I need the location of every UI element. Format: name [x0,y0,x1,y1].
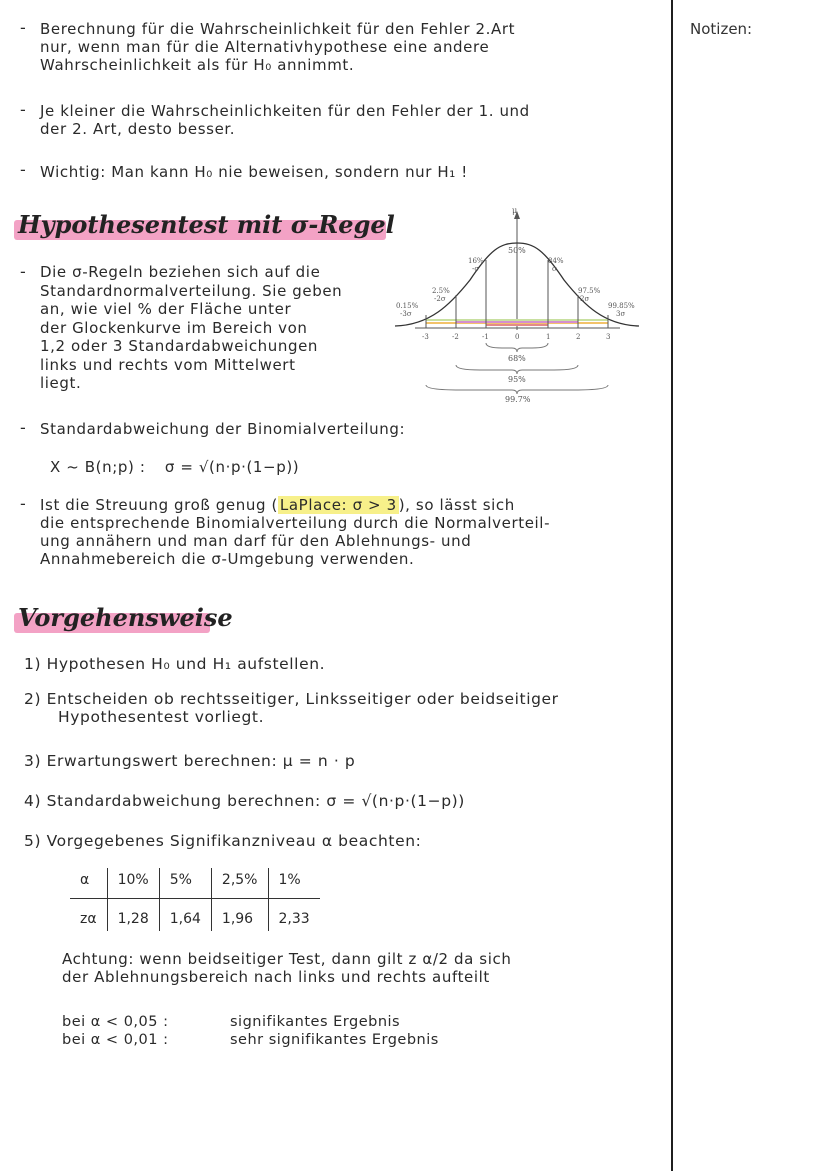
significance-table [70,868,320,931]
bullet-dash: - [20,100,26,119]
bullet-dash: - [20,262,26,281]
brace-68 [486,343,548,352]
bullet-error-type2 [40,20,515,74]
sigma-sub-label: -3σ [400,310,412,318]
bullet-dash: - [20,494,26,513]
tick-label: 2 [576,333,581,341]
step-5: 5) Vorgegebenes Signifikanzniveau α beachten: [24,832,422,850]
bullet-line: der 2. Art, desto besser. [40,120,236,138]
bullet-line: Berechnung für die Wahrscheinlichkeit für den Fehler 2.Art [40,20,516,38]
section-title-procedure: Vorgehensweise [18,603,233,632]
bullet-dash: - [20,418,26,437]
pct-label: 84% [548,257,564,265]
bullet-line: Wahrscheinlichkeit als für H₀ annimmt. [40,56,355,74]
bullet-line: nur, wenn man für die Alternativhypothese eine andere [40,38,490,56]
sigma-sub-label: 3σ [616,310,626,318]
tick-label: 0 [515,333,520,341]
laplace-text: Ist die Streuung groß genug ( LaPlace: σ > 3 ), so lässt sich die entsprechende Binomialverteilung durch die Normalverteil- ung annähern und man darf für den Ablehnungs- und Annahmebereich die σ-Umgebung verwenden. [40,496,551,568]
pct-label: 99.85% [608,302,635,310]
tick-label: -1 [482,333,489,341]
range-label: 95% [508,375,526,384]
table-row: zα 1,28 1,64 1,96 2,33 [70,899,320,932]
mu-label: μ [512,206,518,215]
table-row: α 10% 5% 2,5% 1% [70,868,320,899]
margin-divider [671,0,673,1171]
section-title-sigma: Hypothesentest mit σ-Regel [18,210,395,239]
step-2: 2) Entscheiden ob rechtsseitiger, Linksseitiger oder beidseitiger [24,690,559,708]
tick-label: -3 [422,333,429,341]
significance-line: bei α < 0,05 : signifikantes Ergebnis [62,1014,401,1030]
significance-lines [62,1013,439,1049]
bullet-line: Je kleiner die Wahrscheinlichkeiten für den Fehler der 1. und [40,102,530,120]
step-4: 4) Standardabweichung berechnen: σ = √(n·p·(1−p)) [24,792,465,810]
bullet-important [40,163,468,181]
sigma-sub-label: σ [552,265,557,273]
binomial-std-label: Standardabweichung der Binomialverteilung: [40,420,406,438]
tick-label: 3 [606,333,611,341]
binomial-formula: X ~ B(n;p) : σ = √(n·p·(1−p)) [50,458,300,476]
step-3: 3) Erwartungswert berechnen: μ = n · p [24,752,356,770]
significance-line: bei α < 0,01 : sehr signifikantes Ergebnis [62,1032,439,1048]
range-label: 99.7% [505,395,531,404]
pct-label: 97.5% [578,287,601,295]
pct-label: 2.5% [432,287,450,295]
laplace-highlight: LaPlace: σ > 3 [279,496,397,514]
tick-label: -2 [452,333,459,341]
bullet-line: Wichtig: Man kann H₀ nie beweisen, sondern nur H₁ ! [40,163,468,181]
bullet-dash: - [20,18,26,37]
tick-label: 1 [546,333,551,341]
pct-label: 50% [508,246,526,255]
notes-label: Notizen: [690,20,753,38]
bullet-dash: - [20,160,26,179]
sigma-sub-label: -2σ [434,295,446,303]
bullet-smaller-better [40,102,530,138]
brace-997 [426,385,608,394]
pct-label: 0.15% [396,302,419,310]
pct-label: 16% [468,257,484,265]
step-2-cont: Hypothesentest vorliegt. [58,708,265,726]
sigma-sub-label: 2σ [580,295,590,303]
step-1: 1) Hypothesen H₀ und H₁ aufstellen. [24,655,326,673]
brace-95 [456,365,578,374]
two-sided-note: Achtung: wenn beidseitiger Test, dann gilt z α/2 da sich der Ablehnungsbereich nach links und rechts aufteilt [62,950,512,986]
normal-distribution-diagram [390,205,660,410]
sigma-rule-text: Die σ-Regeln beziehen sich auf die Standardnormalverteilung. Sie geben an, wie viel % der Fläche unter der Glockenkurve im Bereich von 1,2 oder 3 Standardabweichungen links und rechts vom Mittelwert liegt. [40,263,343,392]
sigma-sub-label: -σ [472,265,480,273]
range-label: 68% [508,354,526,363]
